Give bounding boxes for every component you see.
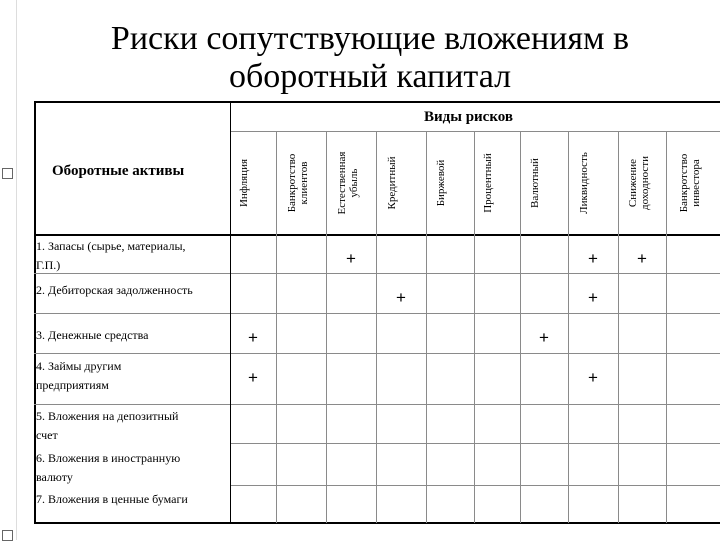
column-divider (326, 131, 327, 523)
risk-mark: + (248, 368, 258, 387)
risk-type-header: Ликвидность (578, 152, 590, 214)
asset-row-label: 2. Дебиторская задолженность (36, 283, 193, 297)
title-line-1: Риски сопутствующие вложениям в (110, 20, 630, 57)
risk-mark: + (346, 249, 356, 268)
risk-type-header: Кредитный (386, 156, 398, 210)
risk-mark: + (396, 288, 406, 307)
risk-type-header: Банкротство инвестора (678, 153, 702, 213)
row-divider (230, 443, 720, 444)
asset-row-label: 7. Вложения в ценные бумаги (36, 492, 188, 506)
column-divider (376, 131, 377, 523)
slide-title (80, 20, 660, 96)
risk-mark: + (637, 249, 647, 268)
risk-type-header: Снижение доходности (627, 156, 651, 210)
asset-row-label: 6. Вложения в иностранную валюту (36, 451, 181, 484)
asset-row-label: 3. Денежные средства (36, 328, 149, 342)
risk-mark: + (588, 249, 598, 268)
risk-header-divider (230, 131, 720, 132)
risk-type-header: Биржевой (435, 159, 447, 207)
assets-header: Оборотные активы (52, 163, 185, 179)
row-divider (230, 485, 720, 486)
column-divider (666, 131, 667, 523)
table-top-border (34, 101, 720, 103)
risk-type-header: Банкротство клиентов (286, 153, 310, 213)
risk-type-header: Естественная убыль (336, 151, 360, 215)
asset-row-label: 4. Займы другим предприятиям (36, 359, 122, 392)
column-divider (568, 131, 569, 523)
risk-mark: + (539, 328, 549, 347)
column-divider (618, 131, 619, 523)
bullet-marker (2, 168, 13, 179)
slide-side-bar (0, 0, 17, 540)
risk-type-header: Процентный (482, 153, 494, 213)
bullet-marker (2, 530, 13, 541)
column-divider (520, 131, 521, 523)
column-divider (230, 101, 231, 523)
column-divider (276, 131, 277, 523)
risk-table (34, 101, 720, 523)
risk-mark: + (248, 328, 258, 347)
risk-type-header: Валютный (529, 158, 541, 208)
column-divider (474, 131, 475, 523)
asset-row-label: 1. Запасы (сырье, материалы, Г.П.) (36, 239, 186, 272)
risk-type-header: Инфляция (238, 158, 250, 208)
asset-row-label: 5. Вложения на депозитный счет (36, 409, 179, 442)
risk-mark: + (588, 368, 598, 387)
risk-mark: + (588, 288, 598, 307)
title-line-2: оборотный капитал (228, 58, 512, 95)
column-divider (426, 131, 427, 523)
risks-header: Виды рисков (424, 109, 514, 125)
